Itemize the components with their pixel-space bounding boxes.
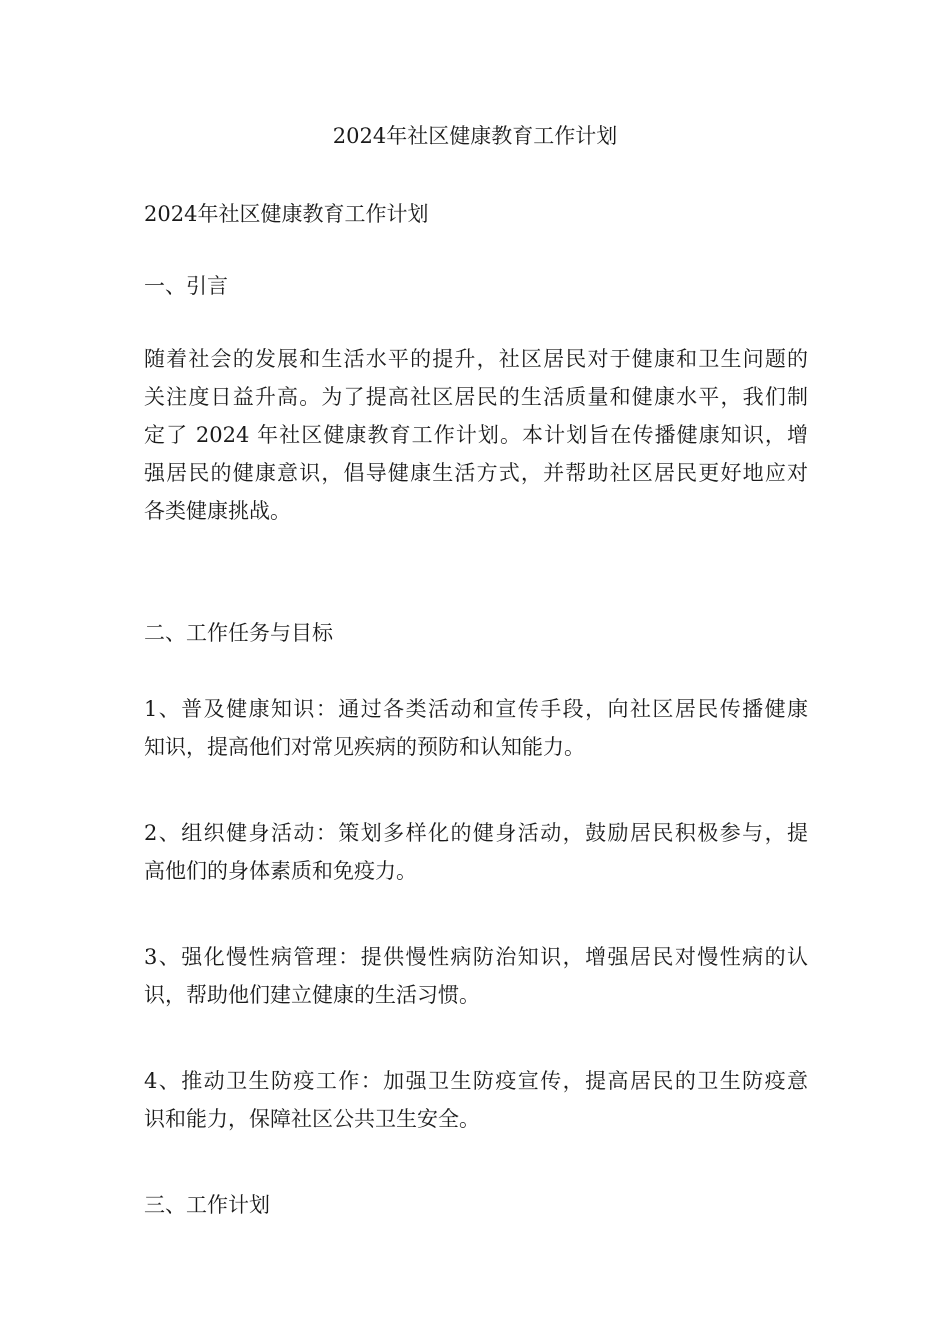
intro-paragraph xyxy=(144,340,808,530)
paragraph-line: 高他们的身体素质和免疫力。 xyxy=(144,859,417,883)
document-title: 2024年社区健康教育工作计划 xyxy=(332,124,618,148)
section-heading-tasks: 二、工作任务与目标 xyxy=(144,621,333,645)
paragraph-line: 4、推动卫生防疫工作：加强卫生防疫宣传，提高居民的卫生防疫意 xyxy=(144,1069,808,1093)
task-item-2 xyxy=(144,814,808,890)
paragraph-line: 随着社会的发展和生活水平的提升，社区居民对于健康和卫生问题的 xyxy=(144,347,808,371)
paragraph-line: 识，帮助他们建立健康的生活习惯。 xyxy=(144,983,480,1007)
paragraph-line: 各类健康挑战。 xyxy=(144,499,291,523)
paragraph-line: 2、组织健身活动：策划多样化的健身活动，鼓励居民积极参与，提 xyxy=(144,821,808,845)
task-item-4 xyxy=(144,1062,808,1138)
task-item-3 xyxy=(144,938,808,1014)
section-heading-intro: 一、引言 xyxy=(144,274,228,298)
paragraph-line: 强居民的健康意识，倡导健康生活方式，并帮助社区居民更好地应对 xyxy=(144,461,808,485)
section-heading-plan: 三、工作计划 xyxy=(144,1193,270,1217)
paragraph-line: 3、强化慢性病管理：提供慢性病防治知识，增强居民对慢性病的认 xyxy=(144,945,808,969)
paragraph-line: 识和能力，保障社区公共卫生安全。 xyxy=(144,1107,480,1131)
paragraph-line: 1、普及健康知识：通过各类活动和宣传手段，向社区居民传播健康 xyxy=(144,697,808,721)
paragraph-line: 定了 2024 年社区健康教育工作计划。本计划旨在传播健康知识，增 xyxy=(144,423,808,447)
paragraph-line: 关注度日益升高。为了提高社区居民的生活质量和健康水平，我们制 xyxy=(144,385,808,409)
paragraph-line: 知识，提高他们对常见疾病的预防和认知能力。 xyxy=(144,735,585,759)
task-item-1 xyxy=(144,690,808,766)
document-subtitle: 2024年社区健康教育工作计划 xyxy=(144,202,429,226)
